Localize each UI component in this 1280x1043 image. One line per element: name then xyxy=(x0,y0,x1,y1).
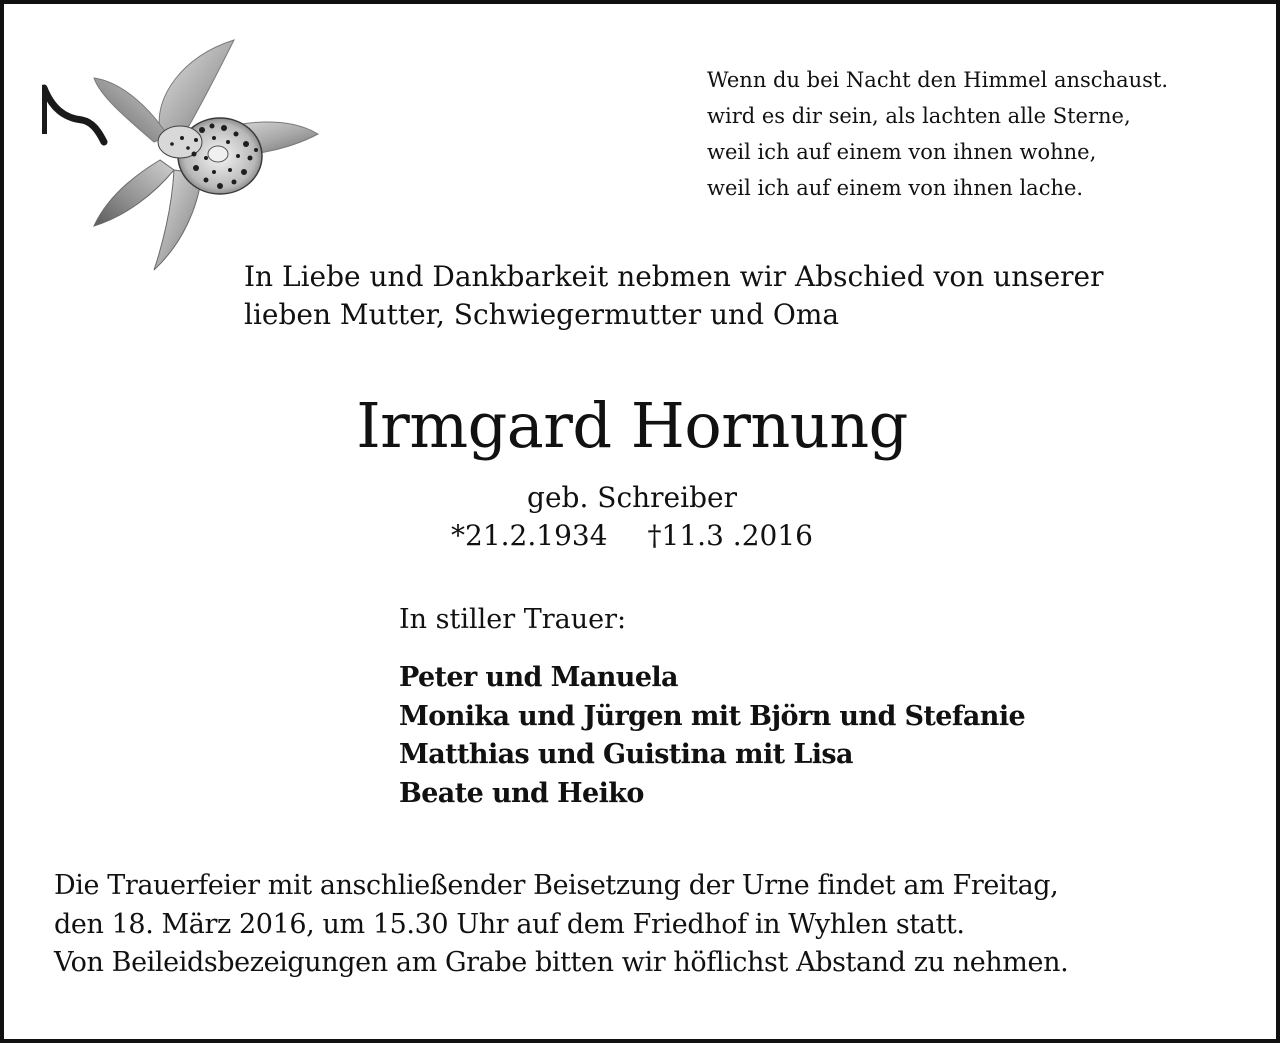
deceased-name: Irmgard Hornung xyxy=(356,389,908,462)
mourning-heading: In stiller Trauer: xyxy=(399,604,627,635)
poem-line: wird es dir sein, als lachten alle Sterne, xyxy=(707,104,1131,128)
birth-date: *21.2.1934 xyxy=(451,519,608,552)
death-date: †11.3 .2016 xyxy=(647,519,813,552)
closing-line: den 18. März 2016, um 15.30 Uhr auf dem Friedhof in Wyhlen statt. xyxy=(54,908,965,940)
intro-line: In Liebe und Dankbarkeit nebmen wir Abschied von unserer xyxy=(244,260,1104,293)
mourner-entry: Beate und Heiko xyxy=(399,777,644,809)
closing-line: Die Trauerfeier mit anschließender Beisetzung der Urne findet am Freitag, xyxy=(54,870,1059,901)
birth-name: geb. Schreiber xyxy=(527,481,737,514)
intro-line: lieben Mutter, Schwiegermutter und Oma xyxy=(244,298,840,331)
mourner-entry: Matthias und Guistina mit Lisa xyxy=(399,739,853,770)
mourners-list xyxy=(399,659,1025,813)
poem xyxy=(707,62,1247,206)
orchid-icon xyxy=(42,38,332,274)
poem-line: weil ich auf einem von ihnen lache. xyxy=(707,176,1084,200)
poem-line: weil ich auf einem von ihnen wohne, xyxy=(707,140,1097,164)
life-dates xyxy=(4,517,1260,555)
mourner-entry: Monika und Jürgen mit Björn und Stefanie xyxy=(399,700,1026,732)
poem-line: Wenn du bei Nacht den Himmel anschaust. xyxy=(707,68,1169,92)
mourner-entry: Peter und Manuela xyxy=(399,662,678,693)
funeral-details xyxy=(54,867,1234,983)
closing-line: Von Beileidsbezeigungen am Grabe bitten wir höflichst Abstand zu nehmen. xyxy=(54,947,1069,978)
farewell-intro xyxy=(244,258,1204,334)
